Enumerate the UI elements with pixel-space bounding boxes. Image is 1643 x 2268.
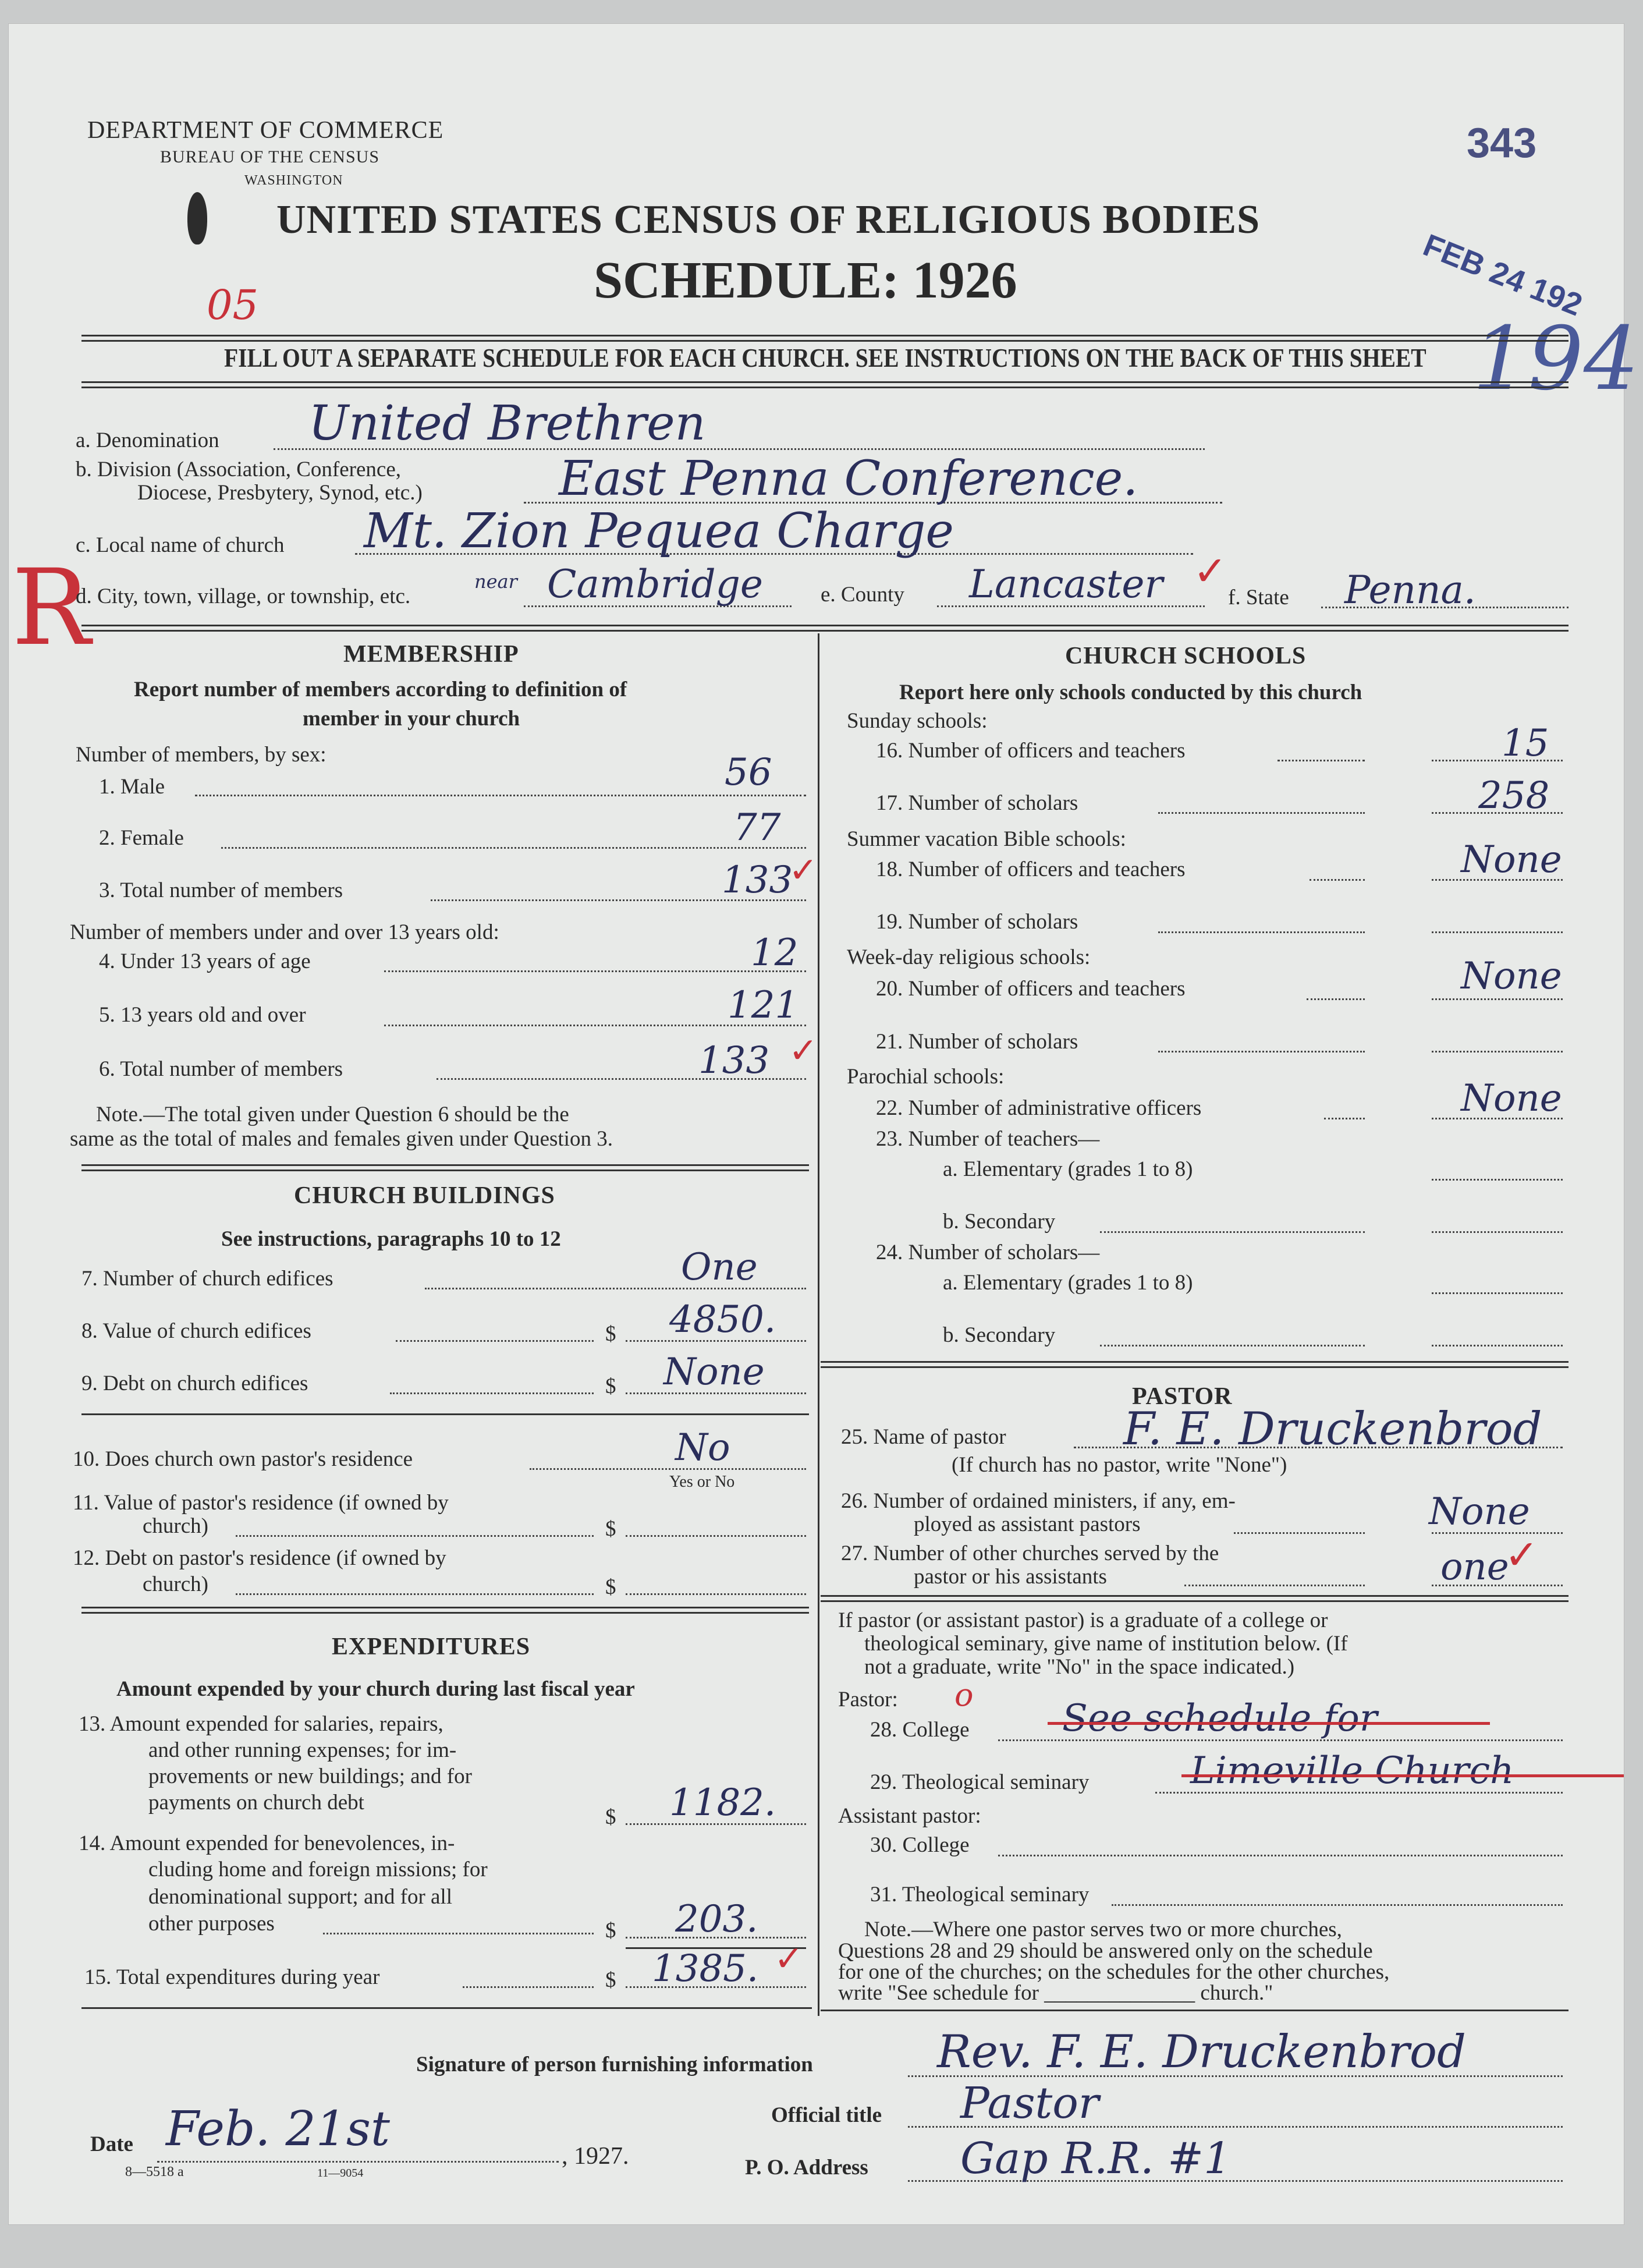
form-title: UNITED STATES CENSUS OF RELIGIOUS BODIES — [276, 197, 1261, 242]
parochial-label: Parochial schools: — [847, 1065, 1005, 1089]
q21-label: 21. Number of scholars — [876, 1030, 1078, 1054]
q1-value: 56 — [725, 751, 772, 794]
q28-value: See schedule for — [1062, 1697, 1378, 1740]
date-value: Feb. 21st — [166, 2102, 390, 2157]
division-label-2: Diocese, Presbytery, Synod, etc.) — [137, 481, 423, 505]
q15-label: 15. Total expenditures during year — [84, 1965, 380, 1989]
q6-label: 6. Total number of members — [99, 1057, 343, 1081]
q20-label: 20. Number of officers and teachers — [876, 977, 1186, 1001]
q15-line — [463, 1986, 594, 1988]
city-note: near — [474, 570, 517, 593]
q11-dollar: $ — [605, 1517, 616, 1541]
q16-line — [1278, 760, 1365, 761]
q30-line — [998, 1855, 1563, 1856]
buildings-title: CHURCH BUILDINGS — [294, 1182, 555, 1209]
q4-line — [384, 970, 806, 972]
q23b-label: b. Secondary — [943, 1210, 1056, 1234]
q5-label: 5. 13 years old and over — [99, 1003, 306, 1027]
red-circle-mark: o — [954, 1677, 974, 1713]
pastor-subheading: Pastor: — [838, 1688, 898, 1711]
graduate-text: If pastor (or assistant pastor) is a graduate of a college or — [838, 1608, 1328, 1632]
membership-note: Note.—The total given under Question 6 should be the — [96, 1103, 569, 1126]
q13-value: 1182. — [669, 1781, 776, 1824]
q13-label-2: and other running expenses; for im- — [148, 1738, 457, 1762]
date-year: , 1927. — [562, 2143, 629, 2170]
q27-check: ✓ — [1504, 1533, 1539, 1578]
q29-value: Limeville Church — [1190, 1749, 1514, 1792]
q15-dollar: $ — [605, 1968, 616, 1992]
q24-label: 24. Number of scholars— — [876, 1241, 1100, 1264]
q20-value-line — [1432, 998, 1563, 1000]
pastor-note-4: write "See schedule for ______________ church." — [838, 1981, 1273, 2005]
q20-value: None — [1461, 955, 1562, 998]
q17-value: 258 — [1478, 774, 1550, 817]
left-bottom-rule — [81, 2007, 812, 2009]
q17-line — [1158, 812, 1365, 814]
q14-line — [323, 1933, 594, 1934]
pastor-title: PASTOR — [1132, 1383, 1233, 1410]
q19-label: 19. Number of scholars — [876, 910, 1078, 934]
graduate-text-2: theological seminary, give name of institution below. (If — [864, 1632, 1348, 1656]
county-check: ✓ — [1193, 550, 1227, 594]
membership-note-2: same as the total of males and females given under Question 3. — [70, 1127, 613, 1151]
q22-value: None — [1461, 1077, 1562, 1120]
q24b-line — [1100, 1345, 1365, 1346]
pastor-rule — [821, 1595, 1569, 1602]
q14-label: 14. Amount expended for benevolences, in- — [79, 1831, 455, 1855]
q4-value: 12 — [751, 931, 799, 974]
graduate-text-3: not a graduate, write "No" in the space indicated.) — [864, 1655, 1295, 1679]
q2-label: 2. Female — [99, 826, 184, 850]
title-value: Pastor — [960, 2078, 1099, 2128]
pastor-note-2: Questions 28 and 29 should be answered only on the schedule — [838, 1939, 1373, 1963]
schools-subtitle: Report here only schools conducted by this church — [899, 681, 1362, 704]
q23a-value-line — [1432, 1179, 1563, 1181]
q16-value: 15 — [1502, 722, 1549, 765]
q8-value: 4850. — [669, 1298, 776, 1341]
q13-dollar: $ — [605, 1805, 616, 1829]
q3-check: ✓ — [789, 851, 818, 890]
buildings-rule — [81, 1607, 809, 1614]
membership-title: MEMBERSHIP — [343, 641, 519, 668]
q7-label: 7. Number of church edifices — [81, 1267, 333, 1291]
form-number: 8—5518 a — [125, 2164, 184, 2180]
identity-rule — [81, 625, 1569, 632]
q8-dollar: $ — [605, 1322, 616, 1346]
q11-line — [236, 1535, 594, 1537]
q24a-label: a. Elementary (grades 1 to 8) — [943, 1271, 1193, 1295]
q14-dollar: $ — [605, 1919, 616, 1943]
q14-label-3: denominational support; and for all — [148, 1885, 452, 1909]
expenditures-subtitle: Amount expended by your church during last fiscal year — [116, 1677, 635, 1701]
weekday-label: Week-day religious schools: — [847, 945, 1091, 969]
q6-check: ✓ — [789, 1032, 818, 1070]
blue-code: 194 — [1472, 309, 1640, 410]
q26-value: None — [1429, 1490, 1530, 1533]
q23b-value-line — [1432, 1231, 1563, 1233]
q11-label: 11. Value of pastor's residence (if owned by — [73, 1491, 449, 1515]
q8-label: 8. Value of church edifices — [81, 1319, 311, 1343]
q23a-label: a. Elementary (grades 1 to 8) — [943, 1157, 1193, 1181]
instruction-line: FILL OUT A SEPARATE SCHEDULE FOR EACH CHURCH. SEE INSTRUCTIONS ON THE BACK OF THIS SHEET — [224, 343, 1426, 373]
q14-label-4: other purposes — [148, 1912, 275, 1936]
pastor-note: Note.—Where one pastor serves two or more churches, — [864, 1918, 1342, 1941]
q14-value: 203. — [675, 1898, 758, 1941]
denomination-value: United Brethren — [308, 396, 706, 451]
department-heading: DEPARTMENT OF COMMERCE — [87, 117, 444, 144]
q19-value-line — [1432, 931, 1563, 933]
schedule-title: SCHEDULE: 1926 — [594, 251, 1017, 309]
q11-value-line — [626, 1535, 806, 1537]
q16-label: 16. Number of officers and teachers — [876, 739, 1186, 763]
q5-value: 121 — [728, 984, 799, 1027]
title-label: Official title — [771, 2103, 882, 2127]
q1-label: 1. Male — [99, 775, 165, 799]
schools-rule — [821, 1361, 1569, 1368]
q18-line — [1310, 879, 1365, 881]
q9-line — [390, 1392, 594, 1394]
q18-value: None — [1461, 838, 1562, 881]
pastor-note-3: for one of the churches; on the schedules for the other churches, — [838, 1960, 1390, 1984]
buildings-subtitle: See instructions, paragraphs 10 to 12 — [221, 1227, 561, 1251]
q2-line — [221, 847, 806, 849]
county-value: Lancaster — [969, 562, 1163, 607]
stamp-number: 343 — [1467, 120, 1537, 166]
column-divider — [818, 633, 819, 2016]
q26-line — [1234, 1532, 1365, 1534]
q13-label-4: payments on church debt — [148, 1791, 364, 1815]
q7-value: One — [681, 1246, 758, 1289]
date-line — [157, 2161, 559, 2163]
q24b-value-line — [1432, 1345, 1563, 1346]
q1-line — [195, 795, 806, 796]
membership-subtitle-2: member in your church — [303, 707, 520, 731]
signature-label: Signature of person furnishing information — [416, 2053, 813, 2076]
q9-dollar: $ — [605, 1374, 616, 1398]
q13-label: 13. Amount expended for salaries, repairs, — [79, 1712, 443, 1736]
q24b-label: b. Secondary — [943, 1323, 1056, 1347]
q12-label: 12. Debt on pastor's residence (if owned by — [73, 1546, 446, 1570]
q27-label: 27. Number of other churches served by the — [841, 1541, 1219, 1565]
q10-label: 10. Does church own pastor's residence — [73, 1447, 413, 1471]
received-stamp: FEB 24 192 — [1418, 227, 1587, 323]
q26-label-2: ployed as assistant pastors — [914, 1512, 1141, 1536]
q6-value: 133 — [698, 1039, 770, 1082]
local-name-label: c. Local name of church — [76, 533, 285, 557]
red-mark: R — [12, 547, 91, 669]
q25-note: (If church has no pastor, write "None") — [952, 1453, 1287, 1477]
membership-rule — [81, 1164, 809, 1171]
division-label: b. Division (Association, Conference, — [76, 458, 401, 481]
q8-line — [396, 1340, 594, 1342]
local-name-value: Mt. Zion Pequea Charge — [364, 504, 954, 559]
q29-strike — [1181, 1774, 1624, 1777]
state-value: Penna. — [1344, 568, 1476, 612]
buildings-thin-rule — [81, 1413, 809, 1415]
q3-label: 3. Total number of members — [99, 878, 343, 902]
q29-label: 29. Theological seminary — [870, 1770, 1090, 1794]
denomination-label: a. Denomination — [76, 428, 219, 452]
q25-value: F. E. Druckenbrod — [1123, 1403, 1542, 1455]
q28-strike — [1048, 1722, 1490, 1725]
q13-label-3: provements or new buildings; and for — [148, 1764, 472, 1788]
assistant-subheading: Assistant pastor: — [838, 1804, 981, 1828]
membership-subtitle: Report number of members according to definition of — [134, 678, 627, 701]
by-age-label: Number of members under and over 13 years old: — [70, 920, 499, 944]
division-value: East Penna Conference. — [559, 451, 1138, 506]
q25-label: 25. Name of pastor — [841, 1425, 1006, 1449]
q14-label-2: cluding home and foreign missions; for — [148, 1858, 488, 1881]
right-bottom-rule — [821, 2010, 1569, 2011]
q21-line — [1158, 1051, 1365, 1053]
q31-label: 31. Theological seminary — [870, 1883, 1090, 1906]
q2-value: 77 — [733, 806, 781, 849]
q27-value: one — [1440, 1546, 1509, 1589]
state-label: f. State — [1228, 586, 1289, 609]
q9-label: 9. Debt on church edifices — [81, 1372, 308, 1395]
q22-line — [1324, 1118, 1365, 1119]
header-rule-bottom — [81, 381, 1569, 388]
q21-value-line — [1432, 1051, 1563, 1053]
q10-hint: Yes or No — [669, 1473, 735, 1491]
q22-label: 22. Number of administrative officers — [876, 1096, 1202, 1120]
q17-label: 17. Number of scholars — [876, 791, 1078, 815]
q12-line — [236, 1593, 594, 1595]
city-value: Cambridge — [547, 562, 763, 607]
po-address-value: Gap R.R. #1 — [960, 2134, 1232, 2184]
sunday-label: Sunday schools: — [847, 709, 988, 733]
ink-blot — [187, 192, 207, 244]
city-label: d. City, town, village, or township, etc. — [76, 584, 411, 608]
q19-line — [1158, 931, 1365, 933]
q10-value: No — [675, 1426, 730, 1469]
date-label: Date — [90, 2132, 133, 2156]
po-address-label: P. O. Address — [745, 2156, 868, 2180]
q3-value: 133 — [722, 859, 793, 902]
q12-value-line — [626, 1593, 806, 1595]
q31-line — [1112, 1904, 1563, 1906]
red-code: 05 — [207, 281, 259, 329]
q9-value: None — [663, 1351, 765, 1394]
q12-label-2: church) — [143, 1572, 208, 1596]
q23-label: 23. Number of teachers— — [876, 1127, 1100, 1151]
expenditures-title: EXPENDITURES — [332, 1633, 531, 1660]
q20-line — [1307, 998, 1365, 1000]
bureau-heading: BUREAU OF THE CENSUS — [160, 147, 379, 166]
q11-label-2: church) — [143, 1514, 208, 1538]
county-label: e. County — [821, 583, 904, 607]
schools-title: CHURCH SCHOOLS — [1065, 643, 1307, 669]
summer-label: Summer vacation Bible schools: — [847, 827, 1126, 851]
q18-label: 18. Number of officers and teachers — [876, 857, 1186, 881]
q4-label: 4. Under 13 years of age — [99, 949, 311, 973]
q27-line — [1184, 1585, 1365, 1586]
q15-check: ✓ — [774, 1940, 804, 1978]
q27-label-2: pastor or his assistants — [914, 1565, 1107, 1589]
q24a-value-line — [1432, 1292, 1563, 1294]
q26-label: 26. Number of ordained ministers, if any, em- — [841, 1489, 1236, 1513]
q12-dollar: $ — [605, 1575, 616, 1599]
header-rule-top — [81, 335, 1569, 342]
q23b-line — [1100, 1231, 1365, 1233]
print-number: 11—9054 — [317, 2167, 364, 2180]
q10-line — [530, 1468, 806, 1470]
q28-label: 28. College — [870, 1718, 970, 1742]
signature-value: Rev. F. E. Druckenbrod — [937, 2026, 1466, 2078]
by-sex-label: Number of members, by sex: — [76, 743, 327, 767]
q15-value: 1385. — [652, 1947, 759, 1990]
q30-label: 30. College — [870, 1833, 970, 1857]
city-heading: WASHINGTON — [244, 173, 343, 188]
